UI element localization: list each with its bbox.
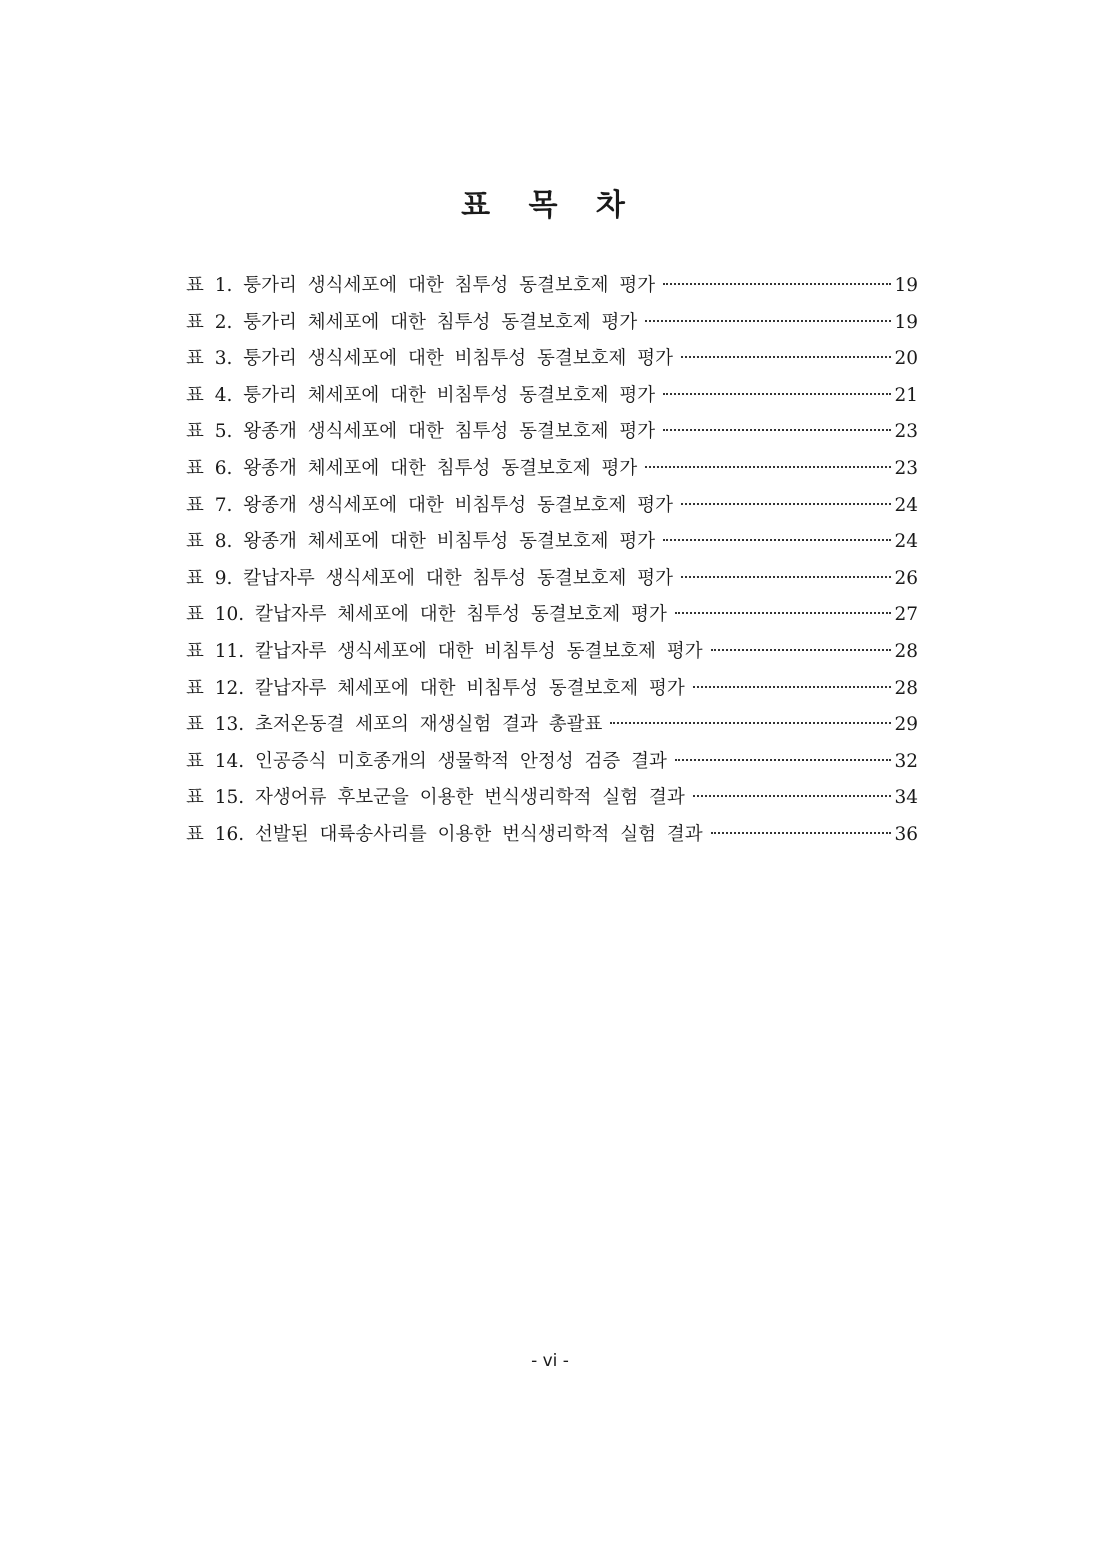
- toc-entry[interactable]: [186, 488, 918, 525]
- toc-entry-page: 27: [894, 604, 918, 626]
- dot-leader: [681, 503, 891, 505]
- table-of-contents: [186, 268, 918, 854]
- toc-entry-page: 19: [894, 311, 918, 333]
- toc-entry-label: 표 6. 왕종개 체세포에 대한 침투성 동결보호제 평가: [186, 457, 638, 479]
- toc-entry[interactable]: [186, 780, 918, 817]
- toc-entry-page: 34: [894, 787, 918, 809]
- dot-leader: [675, 612, 892, 614]
- dot-leader: [711, 832, 892, 834]
- toc-entry-label: 표 15. 자생어류 후보군을 이용한 번식생리학적 실험 결과: [186, 787, 685, 809]
- toc-entry-page: 24: [894, 494, 918, 516]
- toc-entry-page: 28: [894, 677, 918, 699]
- toc-entry[interactable]: [186, 597, 918, 634]
- dot-leader: [663, 539, 891, 541]
- toc-entry-label: 표 8. 왕종개 체세포에 대한 비침투성 동결보호제 평가: [186, 531, 656, 553]
- toc-entry-page: 29: [894, 714, 918, 736]
- toc-entry-label: 표 12. 칼납자루 체세포에 대한 비침투성 동결보호제 평가: [186, 677, 685, 699]
- dot-leader: [681, 576, 891, 578]
- toc-entry-label: 표 9. 칼납자루 생식세포에 대한 침투성 동결보호제 평가: [186, 567, 673, 589]
- toc-entry-label: 표 5. 왕종개 생식세포에 대한 침투성 동결보호제 평가: [186, 421, 656, 443]
- toc-entry[interactable]: [186, 561, 918, 598]
- toc-entry-page: 19: [894, 275, 918, 296]
- page-number: - vi -: [531, 1351, 569, 1371]
- toc-entry-label: 표 11. 칼납자루 생식세포에 대한 비침투성 동결보호제 평가: [186, 640, 703, 662]
- toc-entry[interactable]: [186, 414, 918, 451]
- dot-leader: [663, 283, 891, 285]
- toc-entry[interactable]: [186, 707, 918, 744]
- dot-leader: [711, 649, 892, 651]
- page-title: 표 목 차: [461, 188, 639, 223]
- toc-entry-page: 26: [894, 567, 918, 589]
- toc-entry[interactable]: [186, 378, 918, 415]
- toc-entry[interactable]: [186, 341, 918, 378]
- dot-leader: [663, 429, 891, 431]
- toc-entry-label: 표 2. 퉁가리 체세포에 대한 침투성 동결보호제 평가: [186, 311, 638, 333]
- dot-leader: [693, 795, 892, 797]
- toc-entry-label: 표 1. 퉁가리 생식세포에 대한 침투성 동결보호제 평가: [186, 275, 656, 296]
- toc-entry-page: 20: [894, 348, 918, 370]
- toc-entry[interactable]: [186, 268, 918, 305]
- dot-leader: [645, 466, 891, 468]
- toc-entry[interactable]: [186, 634, 918, 671]
- dot-leader: [675, 759, 892, 761]
- toc-entry-label: 표 7. 왕종개 생식세포에 대한 비침투성 동결보호제 평가: [186, 494, 673, 516]
- toc-entry-label: 표 14. 인공증식 미호종개의 생물학적 안정성 검증 결과: [186, 750, 667, 772]
- dot-leader: [681, 356, 891, 358]
- dot-leader: [645, 320, 891, 322]
- toc-entry-page: 21: [894, 384, 918, 406]
- toc-entry-page: 32: [894, 750, 918, 772]
- toc-entry-label: 표 3. 퉁가리 생식세포에 대한 비침투성 동결보호제 평가: [186, 348, 673, 370]
- toc-entry[interactable]: [186, 671, 918, 708]
- toc-entry[interactable]: [186, 451, 918, 488]
- toc-entry[interactable]: [186, 817, 918, 854]
- dot-leader: [693, 686, 892, 688]
- toc-entry-page: 24: [894, 531, 918, 553]
- toc-entry[interactable]: [186, 524, 918, 561]
- dot-leader: [610, 722, 891, 724]
- toc-entry-page: 36: [894, 823, 918, 845]
- toc-entry-label: 표 16. 선발된 대륙송사리를 이용한 번식생리학적 실험 결과: [186, 823, 703, 845]
- toc-entry-page: 28: [894, 640, 918, 662]
- toc-entry-label: 표 13. 초저온동결 세포의 재생실험 결과 총괄표: [186, 714, 603, 736]
- toc-entry-label: 표 4. 퉁가리 체세포에 대한 비침투성 동결보호제 평가: [186, 384, 656, 406]
- toc-entry[interactable]: [186, 305, 918, 342]
- toc-entry-page: 23: [894, 421, 918, 443]
- toc-entry[interactable]: [186, 744, 918, 781]
- dot-leader: [663, 393, 891, 395]
- toc-entry-label: 표 10. 칼납자루 체세포에 대한 침투성 동결보호제 평가: [186, 604, 667, 626]
- toc-entry-page: 23: [894, 457, 918, 479]
